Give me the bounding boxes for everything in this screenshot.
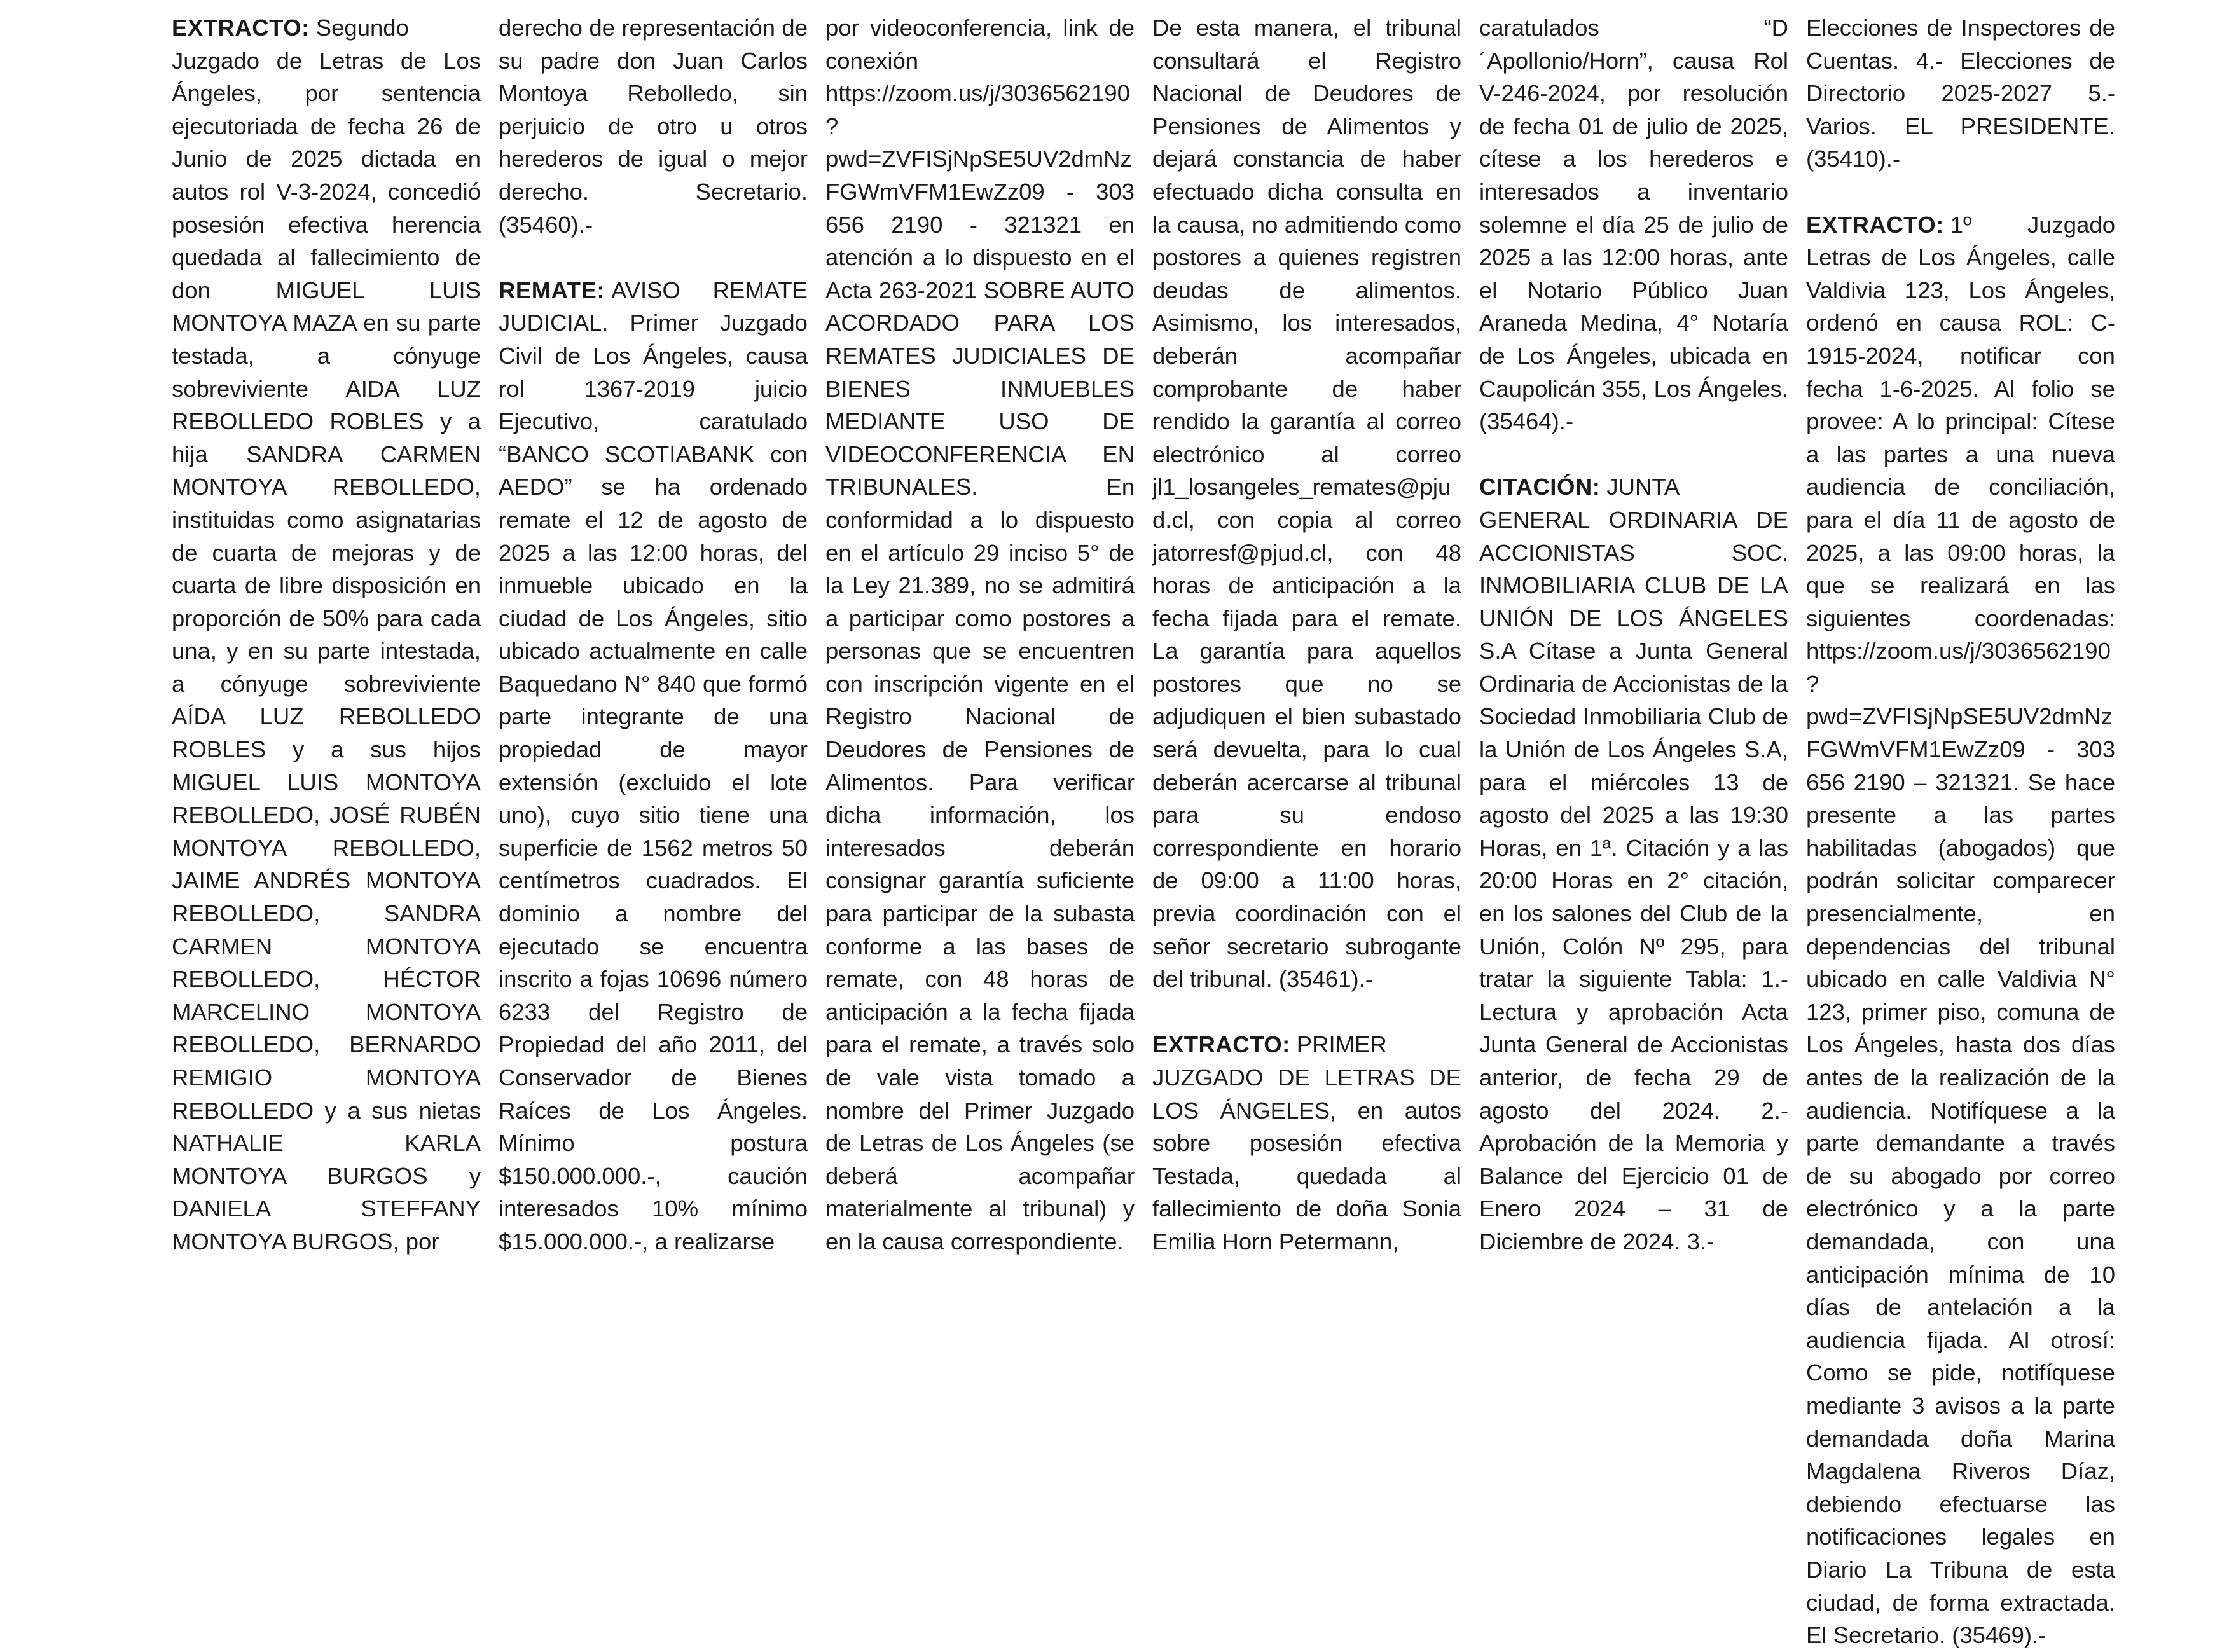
legal-notice-continued xyxy=(1479,11,1788,438)
notice-type-label: EXTRACTO: xyxy=(172,15,310,41)
notice-body: 1º Juzgado Letras de Los Ángeles, calle Valdivia 123, Los Ángeles, ordenó en causa ROL: C-1915-2024, notificar con fecha 1-6-2025. Al folio se provee: A lo principal: Cítese a las partes a una nueva audiencia de conciliación, para el día 11 de agosto de 2025, a las 09:00 horas, la que se realizará en las siguientes coordenadas: https://zoom.us/j/3036562190?pwd=ZVFISjNpSE5UV2dmNzFGWmVFM1EwZz09 - 303 656 2190 – 321321. Se hace presente a las partes habilitadas (abogados) que podrán solicitar comparecer presencialmente, en dependencias del tribunal ubicado en calle Valdivia N° 123, primer piso, comuna de Los Ángeles, hasta dos días antes de la realización de la audiencia. Notifíquese a la parte demandante a través de su abogado por correo electrónico y a la parte demandada, con una anticipación mínima de 10 días de antelación a la audiencia fijada. Al otrosí: Como se pide, notifíquese mediante 3 avisos a la parte demandada doña Marina Magdalena Riveros Díaz, debiendo efectuarse las notificaciones legales en Diario La Tribuna de esta ciudad, de forma extractada. El Secretario. (35469).- xyxy=(1806,211,2115,1649)
notice-body: JUNTA GENERAL ORDINARIA DE ACCIONISTAS SOC. INMOBILIARIA CLUB DE LA UNIÓN DE LOS ÁNGELES S.A Cítase a Junta General Ordinaria de Accionistas de la Sociedad Inmobiliaria Club de la Unión de Los Ángeles S.A, para el miércoles 13 de agosto del 2025 a las 19:30 Horas, en 1ª. Citación y a las 20:00 Horas en 2° citación, en los salones del Club de la Unión, Colón Nº 295, para tratar la siguiente Tabla: 1.- Lectura y aprobación Acta Junta General de Accionistas anterior, de fecha 29 de agosto del 2024. 2.- Aprobación de la Memoria y Balance del Ejercicio 01 de Enero 2024 – 31 de Diciembre de 2024. 3.- xyxy=(1479,474,1788,1255)
notice-body: De esta manera, el tribunal consultará el Registro Nacional de Deudores de Pensiones de Alimentos y dejará constancia de haber efectuado dicha consulta en la causa, no admitiendo como postores a quienes registren deudas de alimentos. Asimismo, los interesados, deberán acompañar comprobante de haber rendido la garantía al correo electrónico al correo jl1_losangeles_remates@pjud.cl, con copia al correo jatorresf@pjud.cl, con 48 horas de anticipación a la fecha fijada para el remate. La garantía para aquellos postores que no se adjudiquen el bien subastado será devuelta, para lo cual deberán acercarse al tribunal para su endoso correspondiente en horario de 09:00 a 11:00 horas, previa coordinación con el señor secretario subrogante del tribunal. (35461).- xyxy=(1152,15,1461,993)
column-6 xyxy=(1806,11,2115,1652)
notice-body: caratulados “D´Apollonio/Horn”, causa Rol V-246-2024, por resolución de fecha 01 de julio de 2025, cítese a los herederos e interesados a inventario solemne el día 25 de julio de 2025 a las 12:00 horas, ante el Notario Público Juan Araneda Medina, 4° Notaría de Los Ángeles, ubicada en Caupolicán 355, Los Ángeles. (35464).- xyxy=(1479,15,1788,435)
legal-notice xyxy=(499,274,808,1258)
legal-notice-continued xyxy=(1152,11,1461,996)
legal-notice-continued xyxy=(499,11,808,241)
notice-type-label: EXTRACTO: xyxy=(1806,211,1944,238)
notice-body: PRIMER JUZGADO DE LETRAS DE LOS ÁNGELES, en autos sobre posesión efectiva Testada, quedada al fallecimiento de doña Sonia Emilia Horn Petermann, xyxy=(1152,1031,1461,1255)
notice-body: Segundo Juzgado de Letras de Los Ángeles, por sentencia ejecutoriada de fecha 26 de Junio de 2025 dictada en autos rol V-3-2024, concedió posesión efectiva herencia quedada al fallecimiento de don MIGUEL LUIS MONTOYA MAZA en su parte testada, a cónyuge sobreviviente AIDA LUZ REBOLLEDO ROBLES y a hija SANDRA CARMEN MONTOYA REBOLLEDO, instituidas como asignatarias de cuarta de mejoras y de cuarta de libre disposición en proporción de 50% para cada una, y en su parte intestada, a cónyuge sobreviviente AÍDA LUZ REBOLLEDO ROBLES y a sus hijos MIGUEL LUIS MONTOYA REBOLLEDO, JOSÉ RUBÉN MONTOYA REBOLLEDO, JAIME ANDRÉS MONTOYA REBOLLEDO, SANDRA CARMEN MONTOYA REBOLLEDO, HÉCTOR MARCELINO MONTOYA REBOLLEDO, BERNARDO REMIGIO MONTOYA REBOLLEDO y a sus nietas NATHALIE KARLA MONTOYA BURGOS y DANIELA STEFFANY MONTOYA BURGOS, por xyxy=(172,15,481,1255)
notice-type-label: REMATE: xyxy=(499,277,605,303)
column-3 xyxy=(825,11,1135,1258)
notice-type-label: CITACIÓN: xyxy=(1479,474,1601,500)
notice-body: Elecciones de Inspectores de Cuentas. 4.- Elecciones de Directorio 2025-2027 5.- Varios. EL PRESIDENTE. (35410).- xyxy=(1806,15,2115,172)
column-5 xyxy=(1479,11,1788,1258)
legal-notice-continued xyxy=(825,11,1135,1258)
notice-body: AVISO REMATE JUDICIAL. Primer Juzgado Civil de Los Ángeles, causa rol 1367-2019 juicio Ejecutivo, caratulado “BANCO SCOTIABANK con AEDO” se ha ordenado remate el 12 de agosto de 2025 a las 12:00 horas, del inmueble ubicado en la ciudad de Los Ángeles, sitio ubicado actualmente en calle Baquedano N° 840 que formó parte integrante de una propiedad de mayor extensión (excluido el lote uno), cuyo sitio tiene una superficie de 1562 metros 50 centímetros cuadrados. El dominio a nombre del ejecutado se encuentra inscrito a fojas 10696 número 6233 del Registro de Propiedad del año 2011, del Conservador de Bienes Raíces de Los Ángeles. Mínimo postura $150.000.000.-, caución interesados 10% mínimo $15.000.000.-, a realizarse xyxy=(499,277,808,1255)
column-1 xyxy=(172,11,481,1258)
legal-notice xyxy=(1806,209,2115,1652)
notice-body: derecho de representación de su padre don Juan Carlos Montoya Rebolledo, sin perjuicio de otro u otros herederos de igual o mejor derecho. Secretario. (35460).- xyxy=(499,15,808,238)
legal-notice-continued xyxy=(1806,11,2115,176)
notice-body: por videoconferencia, link de conexión https://zoom.us/j/3036562190?pwd=ZVFISjNpSE5UV2dmNzFGWmVFM1EwZz09 - 303 656 2190 - 321321 en atención a lo dispuesto en el Acta 263-2021 SOBRE AUTO ACORDADO PARA LOS REMATES JUDICIALES DE BIENES INMUEBLES MEDIANTE USO DE VIDEOCONFERENCIA EN TRIBUNALES. En conformidad a lo dispuesto en el artículo 29 inciso 5° de la Ley 21.389, no se admitirá a participar como postores a personas que se encuentren con inscripción vigente en el Registro Nacional de Deudores de Pensiones de Alimentos. Para verificar dicha información, los interesados deberán consignar garantía suficiente para participar de la subasta conforme a las bases de remate, con 48 horas de anticipación a la fecha fijada para el remate, a través solo de vale vista tomado a nombre del Primer Juzgado de Letras de Los Ángeles (se deberá acompañar materialmente al tribunal) y en la causa correspondiente. xyxy=(825,15,1135,1255)
legal-notice xyxy=(1479,471,1788,1258)
legal-notice xyxy=(1152,1028,1461,1258)
column-4 xyxy=(1152,11,1461,1258)
column-2 xyxy=(499,11,808,1258)
legal-notice xyxy=(172,11,481,1258)
notice-type-label: EXTRACTO: xyxy=(1152,1031,1290,1058)
